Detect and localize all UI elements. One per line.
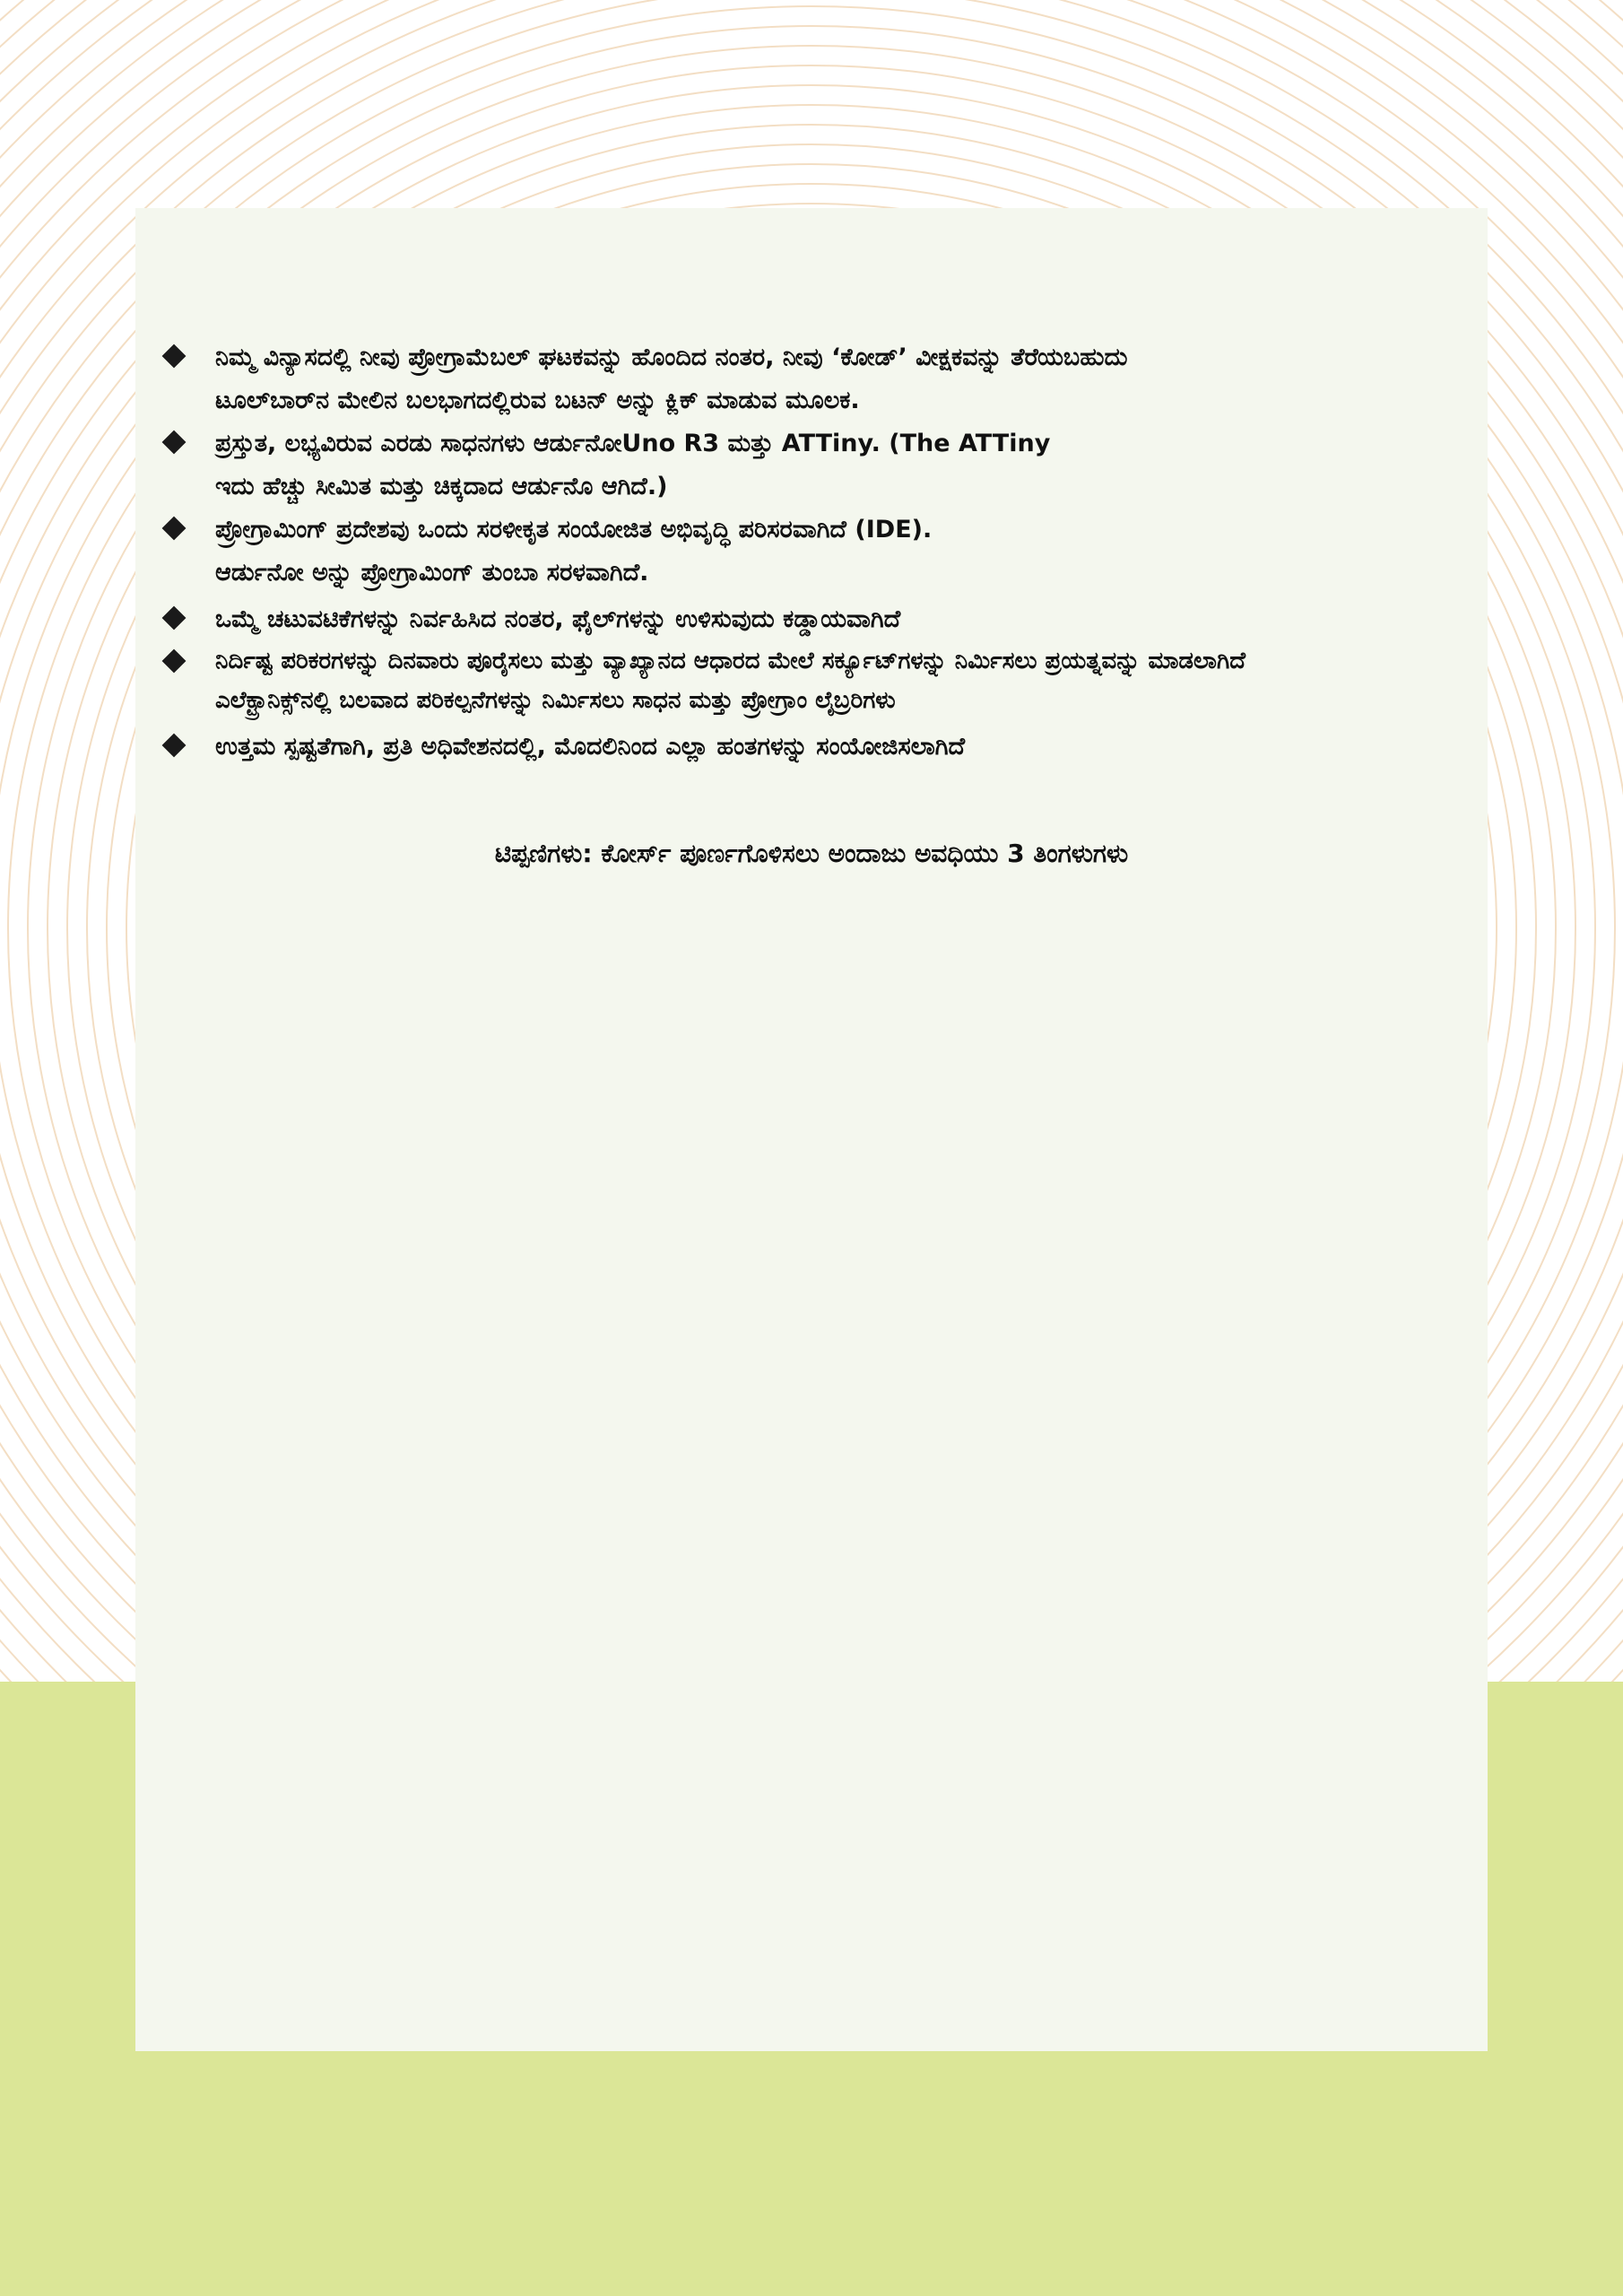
bullet-2-line-2: ಇದು ಹೆಚ್ಚು ಸೀಮಿತ ಮತ್ತು ಚಿಕ್ಕದಾದ ಆರ್ಡುನೊ ಆಗಿದೆ.) [215, 473, 668, 500]
bullet-2-line-1: ಪ್ರಸ್ತುತ, ಲಭ್ಯವಿರುವ ಎರಡು ಸಾಧನಗಳು ಆರ್ಡುನೋUno R3 ಮತ್ತು ATTiny. (The ATTiny [215, 430, 1051, 457]
list-item [161, 641, 1506, 720]
course-duration-note: ಟಿಪ್ಪಣಿಗಳು: ಕೋರ್ಸ್ ಪೂರ್ಣಗೊಳಿಸಲು ಅಂದಾಜು ಅವಧಿಯು 3 ತಿಂಗಳುಗಳು [494, 839, 1129, 868]
list-item [161, 422, 1506, 509]
bullet-6-line-1: ಉತ್ತಮ ಸ್ಪಷ್ಟತೆಗಾಗಿ, ಪ್ರತಿ ಅಧಿವೇಶನದಲ್ಲಿ, ಮೊದಲಿನಿಂದ ಎಲ್ಲಾ ಹಂತಗಳನ್ನು ಸಂಯೋಜಿಸಲಾಗಿದೆ [215, 733, 966, 761]
bullet-5-line-2: ಎಲೆಕ್ಟ್ರಾನಿಕ್ಸ್‌ನಲ್ಲಿ ಬಲವಾದ ಪರಿಕಲ್ಪನೆಗಳನ್ನು ನಿರ್ಮಿಸಲು ಸಾಧನ ಮತ್ತು ಪ್ರೋಗ್ರಾಂ ಲೈಬ್ರರಿಗಳು [215, 687, 896, 714]
diamond-bullet-icon [162, 606, 187, 631]
bullet-1-line-1: ನಿಮ್ಮ ವಿನ್ಯಾಸದಲ್ಲಿ ನೀವು ಪ್ರೋಗ್ರಾಮೆಬಲ್ ಘಟಕವನ್ನು ಹೊಂದಿದ ನಂತರ, ನೀವು ‘ಕೋಡ್’ ವೀಕ್ಷಕವನ್ನು ತೆರೆಯಬಹುದು [215, 344, 1128, 371]
bullet-3-line-2: ಆರ್ಡುನೋ ಅನ್ನು ಪ್ರೋಗ್ರಾಮಿಂಗ್ ತುಂಬಾ ಸರಳವಾಗಿದೆ. [215, 559, 649, 587]
list-item [161, 509, 1506, 595]
diamond-bullet-icon [162, 649, 187, 674]
diamond-bullet-icon [162, 734, 187, 758]
bullet-1-line-2: ಟೂಲ್‌ಬಾರ್‌ನ ಮೇಲಿನ ಬಲಭಾಗದಲ್ಲಿರುವ ಬಟನ್ ಅನ್ನು ಕ್ಲಿಕ್ ಮಾಡುವ ಮೂಲಕ. [215, 387, 860, 414]
list-item [161, 726, 1506, 769]
diamond-bullet-icon [162, 517, 187, 541]
diamond-bullet-icon [162, 430, 187, 455]
bullet-list [161, 336, 1506, 769]
bullet-3-line-1: ಪ್ರೋಗ್ರಾಮಿಂಗ್ ಪ್ರದೇಶವು ಒಂದು ಸರಳೀಕೃತ ಸಂಯೋಜಿತ ಅಭಿವೃದ್ಧಿ ಪರಿಸರವಾಗಿದೆ (IDE). [215, 516, 933, 544]
list-item [161, 336, 1506, 422]
panel-notch [760, 208, 854, 244]
list-item [161, 598, 1506, 641]
bullet-5-line-1: ನಿರ್ದಿಷ್ಟ ಪರಿಕರಗಳನ್ನು ದಿನವಾರು ಪೂರೈಸಲು ಮತ್ತು ವ್ಯಾಖ್ಯಾನದ ಆಧಾರದ ಮೇಲೆ ಸರ್ಕ್ಯೂಟ್‌ಗಳನ್ನು ನಿರ್ಮಿಸಲು ಪ್ರಯತ್ನವನ್ನು ಮಾಡಲಾಗಿದೆ [215, 648, 1246, 674]
diamond-bullet-icon [162, 344, 187, 369]
bullet-4-line-1: ಒಮ್ಮೆ ಚಟುವಟಿಕೆಗಳನ್ನು ನಿರ್ವಹಿಸಿದ ನಂತರ, ಫೈಲ್‌ಗಳನ್ನು ಉಳಿಸುವುದು ಕಡ್ಡಾಯವಾಗಿದೆ [215, 605, 901, 633]
